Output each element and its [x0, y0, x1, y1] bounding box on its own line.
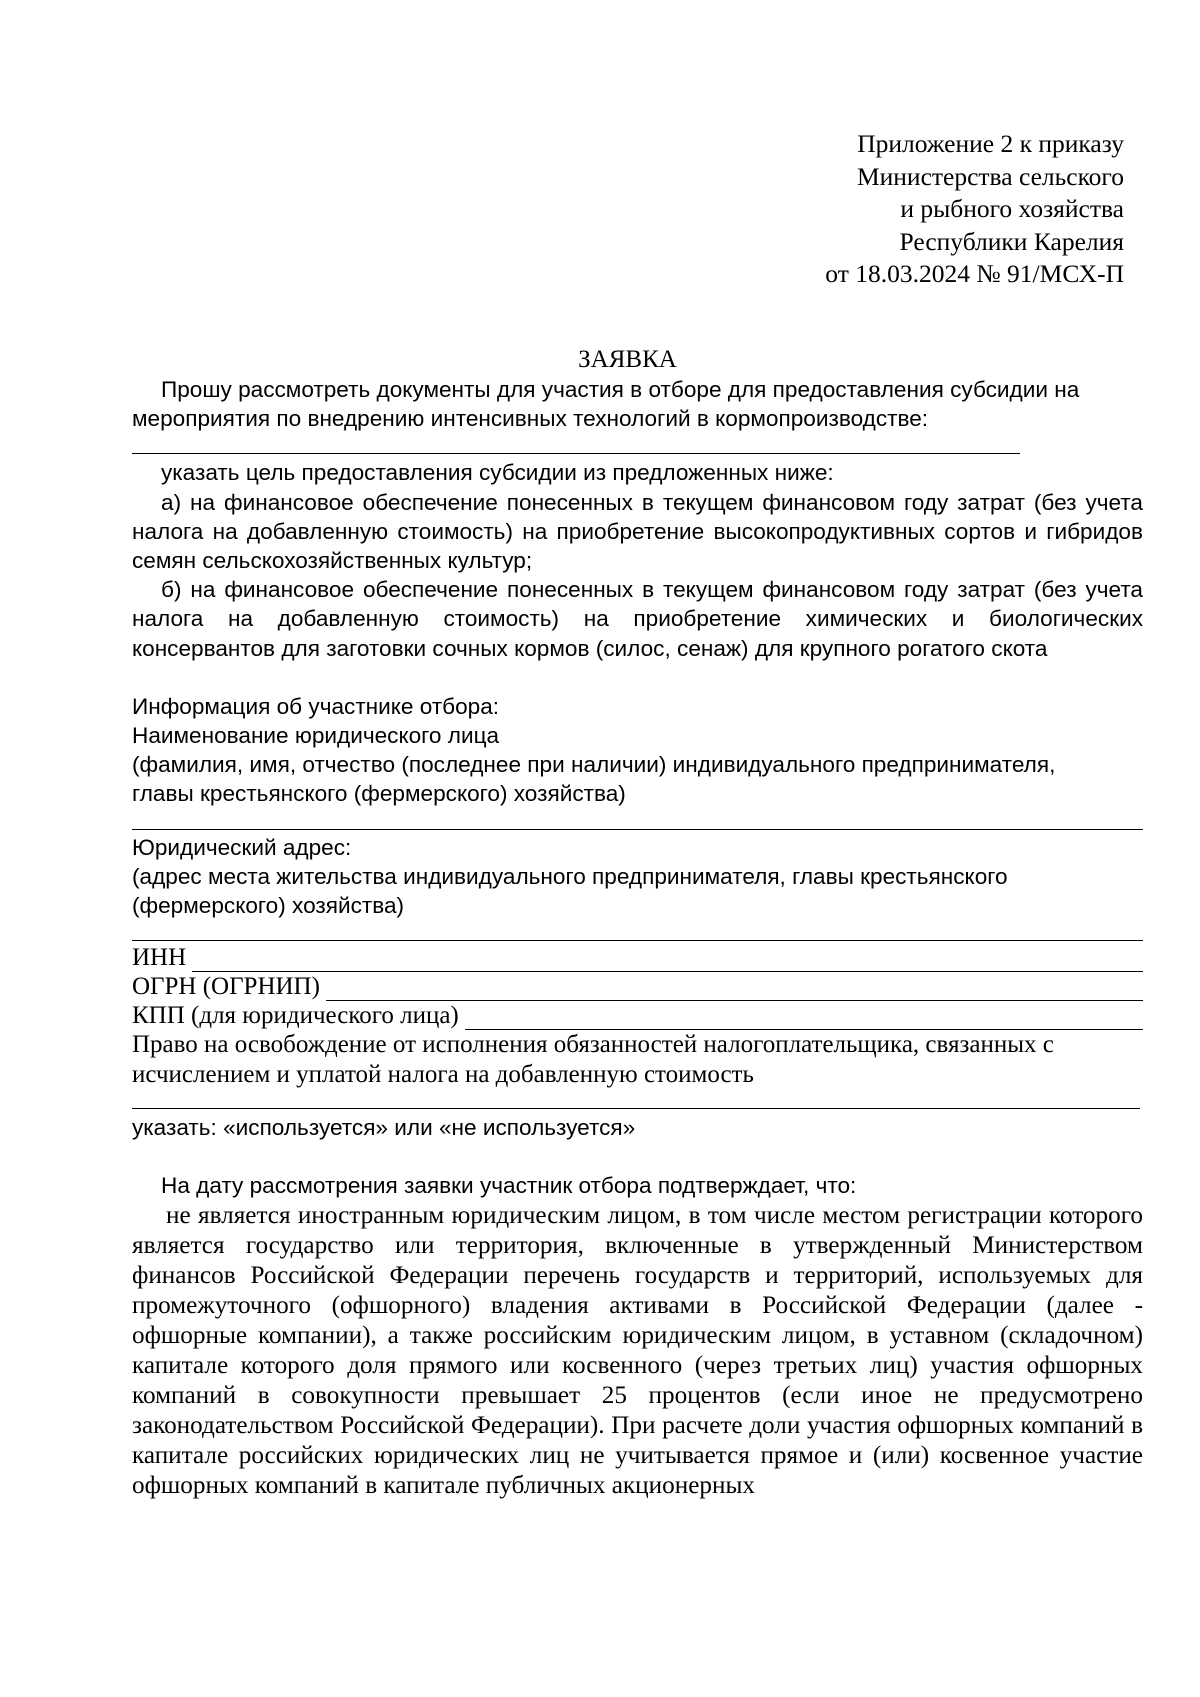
intro-block: [132, 375, 1143, 1201]
confirmation-paragraph: не является иностранным юридическим лицом, в том числе местом регистрации которого является государство или территория, включенные в утвержденный Министерством финансов Российской Федерации перечень государств и территорий, используемых для промежуточного (офшорного) владения активами в Российской Федерации (далее - офшорные компании), а также российским юридическим лицом, в уставном (складочном) капитале которого доля прямого или косвенного (через третьих лиц) участия офшорных компаний в совокупности превышает 25 процентов (если иное не предусмотрено законодательством Российской Федерации). При расчете доли участия офшорных компаний в капитале российских юридических лиц не учитывается прямое и (или) косвенное участие офшорных компаний в капитале публичных акционерных: [132, 1201, 1143, 1499]
confirmation-lead: На дату рассмотрения заявки участник отбора подтверждает, что:: [161, 1173, 857, 1199]
ogrn-label: ОГРН (ОГРНИП): [132, 973, 320, 1001]
purpose-blank-line[interactable]: [132, 433, 1020, 454]
name-label: Наименование юридического лица: [132, 723, 500, 749]
kpp-row: [132, 1001, 1143, 1030]
inn-row: [132, 943, 1143, 972]
purpose-hint: указать цель предоставления субсидии из предложенных ниже:: [161, 460, 834, 486]
purpose-option-b: б) на финансовое обеспечение понесенных в текущем финансовом году затрат (без учета налога на добавленную стоимость) на приобретение химических и биологических консервантов для заготовки сочных кормов (силос, сенаж) для крупного рогатого скота: [132, 577, 1143, 661]
vat-line-1: Право на освобождение от исполнения обязанностей налогоплательщика, связанных с: [132, 1031, 1054, 1059]
name-blank-line[interactable]: [132, 809, 1143, 830]
spacer: [132, 663, 1143, 692]
address-blank-line[interactable]: [132, 920, 1143, 941]
document-body: [132, 344, 1143, 1501]
purpose-option-a: а) на финансовое обеспечение понесенных в текущем финансовом году затрат (без учета налога на добавленную стоимость) на приобретение высокопродуктивных сортов и гибридов семян сельскохозяйственных культур;: [132, 489, 1143, 574]
ogrn-row: [132, 972, 1143, 1001]
header-line-3: и рыбного хозяйства: [900, 194, 1124, 223]
inn-field[interactable]: [192, 948, 1143, 972]
appendix-header: [825, 128, 1124, 291]
inn-label: ИНН: [132, 944, 187, 972]
name-hint-2: главы крестьянского (фермерского) хозяйства): [132, 781, 626, 807]
name-hint-1: (фамилия, имя, отчество (последнее при наличии) индивидуального предпринимателя,: [132, 752, 1056, 778]
header-line-2: Министерства сельского: [856, 161, 1124, 191]
participant-heading: Информация об участнике отбора:: [132, 693, 500, 719]
header-line-1: Приложение 2 к приказу: [857, 129, 1124, 158]
vat-blank-line[interactable]: [132, 1090, 1140, 1109]
ogrn-field[interactable]: [326, 977, 1143, 1001]
document-title: ЗАЯВКА: [578, 346, 677, 373]
vat-hint: указать: «используется» или «не используется»: [132, 1115, 636, 1141]
spacer: [132, 1142, 1143, 1171]
address-hint-2: (фермерского) хозяйства): [132, 893, 405, 919]
kpp-field[interactable]: [465, 1006, 1143, 1030]
vat-line-2: исчислением и уплатой налога на добавленную стоимость: [132, 1061, 754, 1089]
header-line-4: Республики Карелия: [899, 226, 1124, 256]
kpp-label: КПП (для юридического лица): [132, 1002, 459, 1030]
intro-line-2: мероприятия по внедрению интенсивных технологий в кормопроизводстве:: [132, 406, 929, 432]
header-line-5: от 18.03.2024 № 91/МСХ-П: [825, 259, 1124, 288]
intro-line-1: Прошу рассмотреть документы для участия в отборе для предоставления субсидии на: [161, 377, 1080, 402]
address-label: Юридический адрес:: [132, 834, 352, 860]
address-hint-1: (адрес места жительства индивидуального предпринимателя, главы крестьянского: [132, 863, 1008, 889]
